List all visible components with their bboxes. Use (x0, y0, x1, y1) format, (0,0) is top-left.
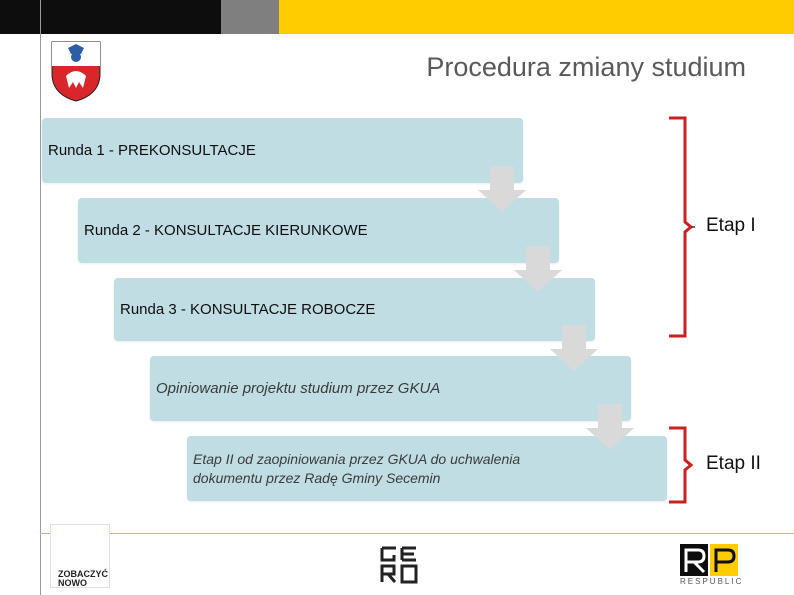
bracket-etap-2-icon (665, 426, 695, 504)
step-line-2: dokumentu przez Radę Gminy Secemin (193, 469, 441, 486)
zobaczyc-logo-text (58, 570, 110, 588)
step-line-1: Etap II od zaopiniowania przez GKUA do uchwalenia (193, 450, 521, 467)
stage-label-etap-2: Etap II (706, 453, 761, 474)
respublic-logo-text: RESPUBLIC (680, 577, 744, 586)
page-title: Procedura zmiany studium (426, 52, 746, 82)
step-runda-1 (42, 118, 523, 183)
step-text (193, 450, 520, 488)
down-arrow-icon (478, 166, 526, 212)
stage-label-etap-1: Etap I (706, 215, 756, 236)
top-bar-grey (221, 0, 279, 34)
logo-line-2: NOWO (58, 578, 87, 588)
bracket-etap-1-icon (665, 116, 695, 338)
down-arrow-icon (586, 404, 634, 450)
down-arrow-icon (514, 246, 562, 292)
respublic-logo-icon (680, 544, 738, 576)
step-label: Opiniowanie projektu studium przez GKUA (156, 380, 441, 397)
left-divider (40, 0, 41, 595)
step-label: Runda 1 - PREKONSULTACJE (48, 142, 256, 159)
footer-divider (40, 533, 794, 534)
step-label: Runda 3 - KONSULTACJE ROBOCZE (120, 301, 376, 318)
gero-logo-icon (380, 544, 420, 584)
logo-line-1: ZOBACZYĆ (58, 569, 108, 579)
coat-of-arms-icon (50, 40, 102, 102)
top-bar-black (0, 0, 221, 34)
top-bar-yellow (279, 0, 794, 34)
down-arrow-icon (550, 325, 598, 371)
step-label: Runda 2 - KONSULTACJE KIERUNKOWE (84, 222, 368, 239)
